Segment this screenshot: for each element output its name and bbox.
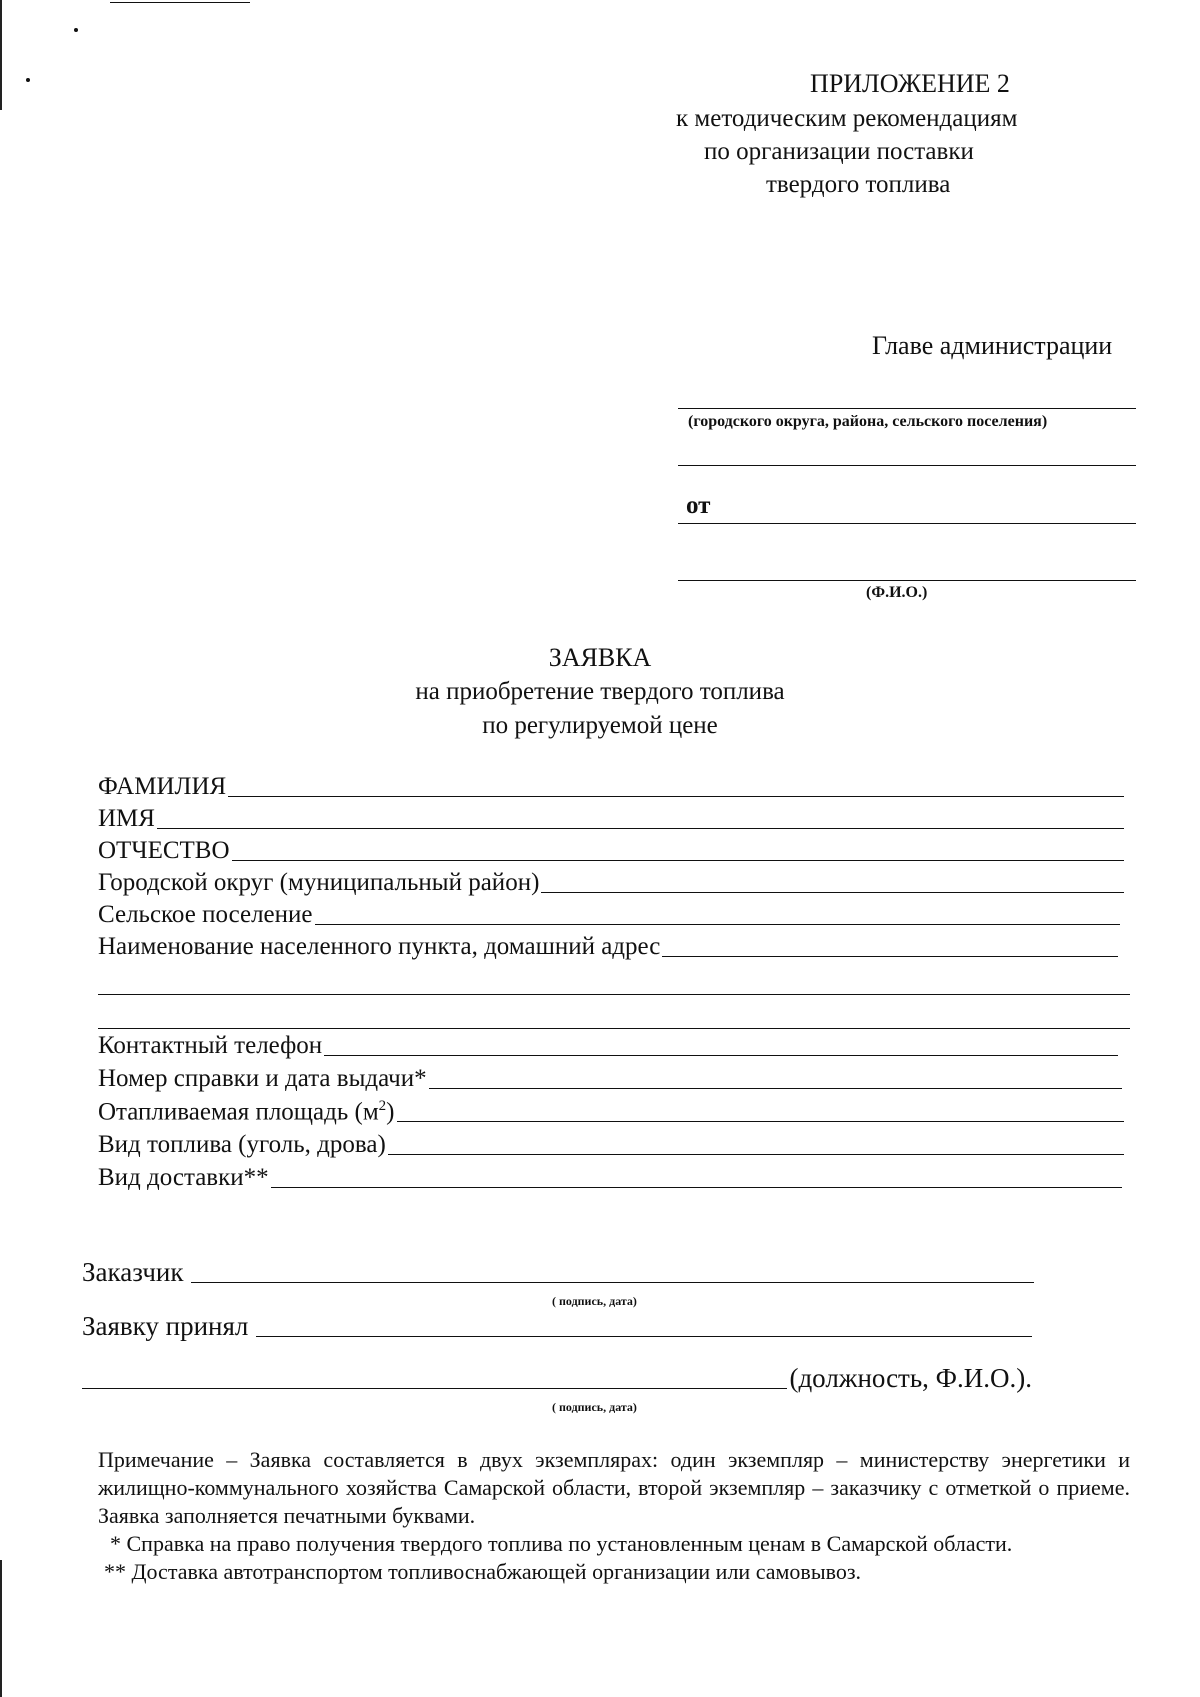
district-underline[interactable] — [541, 892, 1124, 893]
settlement-label: Сельское поселение — [98, 901, 313, 928]
customer-hint: ( подпись, дата) — [552, 1294, 637, 1308]
certificate-underline[interactable] — [429, 1088, 1122, 1089]
scan-dot — [74, 28, 78, 32]
scan-edge-top — [0, 0, 2, 110]
patronymic-label: ОТЧЕСТВО — [98, 837, 230, 864]
addressee-line-2 — [678, 465, 1136, 466]
fuel-label: Вид топлива (уголь, дрова) — [98, 1131, 386, 1158]
scan-dot — [26, 78, 30, 82]
position-signature[interactable] — [82, 1360, 1032, 1396]
surname-label: ФАМИЛИЯ — [98, 773, 227, 800]
accepted-signature[interactable] — [82, 1308, 1032, 1344]
fio-hint: (Ф.И.О.) — [866, 584, 928, 601]
certificate-label: Номер справки и дата выдачи* — [98, 1065, 427, 1092]
appendix-line-3: твердого топлива — [766, 171, 951, 198]
surname-underline[interactable] — [228, 796, 1124, 797]
address-underline[interactable] — [662, 956, 1118, 957]
phone-underline[interactable] — [324, 1055, 1118, 1056]
patronymic-field[interactable] — [98, 835, 1124, 867]
footnote-2: ** Доставка автотранспортом топливоснабжающей организации или самовывоз. — [104, 1559, 862, 1584]
appendix-line-2: по организации поставки — [704, 138, 974, 165]
addressee-head: Главе администрации — [872, 331, 1113, 360]
fuel-underline[interactable] — [388, 1154, 1124, 1155]
delivery-label: Вид доставки** — [98, 1164, 269, 1191]
delivery-underline[interactable] — [271, 1187, 1122, 1188]
district-hint: (городского округа, района, сельского поселения) — [688, 413, 1048, 430]
position-underline[interactable] — [82, 1388, 787, 1389]
accepted-underline[interactable] — [256, 1336, 1032, 1337]
fuel-field[interactable] — [98, 1129, 1124, 1161]
from-line — [678, 523, 1136, 524]
addressee-line-1 — [678, 408, 1136, 409]
area-label-text: Отапливаемая площадь (м — [98, 1098, 379, 1125]
accepted-hint: ( подпись, дата) — [552, 1400, 637, 1414]
application-subtitle-2: по регулируемой цене — [482, 712, 718, 739]
area-label-end: ) — [386, 1098, 395, 1125]
district-field[interactable] — [98, 867, 1124, 899]
settlement-field[interactable] — [98, 899, 1120, 931]
area-underline[interactable] — [397, 1121, 1125, 1122]
appendix-title: ПРИЛОЖЕНИЕ 2 — [810, 69, 1010, 98]
address-extra-line-1[interactable] — [98, 994, 1130, 995]
delivery-field[interactable] — [98, 1162, 1122, 1194]
address-field[interactable] — [98, 931, 1118, 963]
district-label: Городской округ (муниципальный район) — [98, 869, 540, 896]
application-subtitle-1: на приобретение твердого топлива — [415, 678, 785, 705]
footnote-1: * Справка на право получения твердого топлива по установленным ценам в Самарской области. — [110, 1531, 1013, 1556]
accepted-label: Заявку принял — [82, 1311, 249, 1341]
position-label: (должность, Ф.И.О.). — [789, 1363, 1032, 1393]
scan-edge-bottom — [0, 1560, 2, 1697]
application-title: ЗАЯВКА — [548, 643, 652, 672]
name-label: ИМЯ — [98, 805, 155, 832]
phone-label: Контактный телефон — [98, 1032, 323, 1059]
address-extra-line-2[interactable] — [98, 1028, 1130, 1029]
customer-signature[interactable] — [82, 1254, 1034, 1290]
appendix-line-1: к методическим рекомендациям — [676, 105, 1018, 132]
customer-label: Заказчик — [82, 1257, 184, 1287]
patronymic-underline[interactable] — [232, 860, 1124, 861]
fio-line — [678, 580, 1136, 581]
name-underline[interactable] — [157, 828, 1124, 829]
phone-field[interactable] — [98, 1030, 1118, 1062]
customer-underline[interactable] — [191, 1282, 1034, 1283]
surname-field[interactable] — [98, 771, 1124, 803]
from-label: от — [686, 492, 711, 519]
area-field[interactable] — [98, 1096, 1124, 1128]
area-label — [98, 1090, 395, 1128]
address-label: Наименование населенного пункта, домашний адрес — [98, 933, 661, 960]
settlement-underline[interactable] — [315, 924, 1120, 925]
name-field[interactable] — [98, 803, 1124, 835]
area-label-sup: 2 — [378, 1097, 387, 1114]
note-main: Примечание – Заявка составляется в двух экземплярах: один экземпляр – министерству энергетики и жилищно-коммунального хозяйства Самарской области, второй экземпляр – заказчику с отметкой о приеме. Заявка заполняется печатными буквами. — [98, 1447, 1130, 1528]
scan-line-top — [110, 2, 250, 3]
